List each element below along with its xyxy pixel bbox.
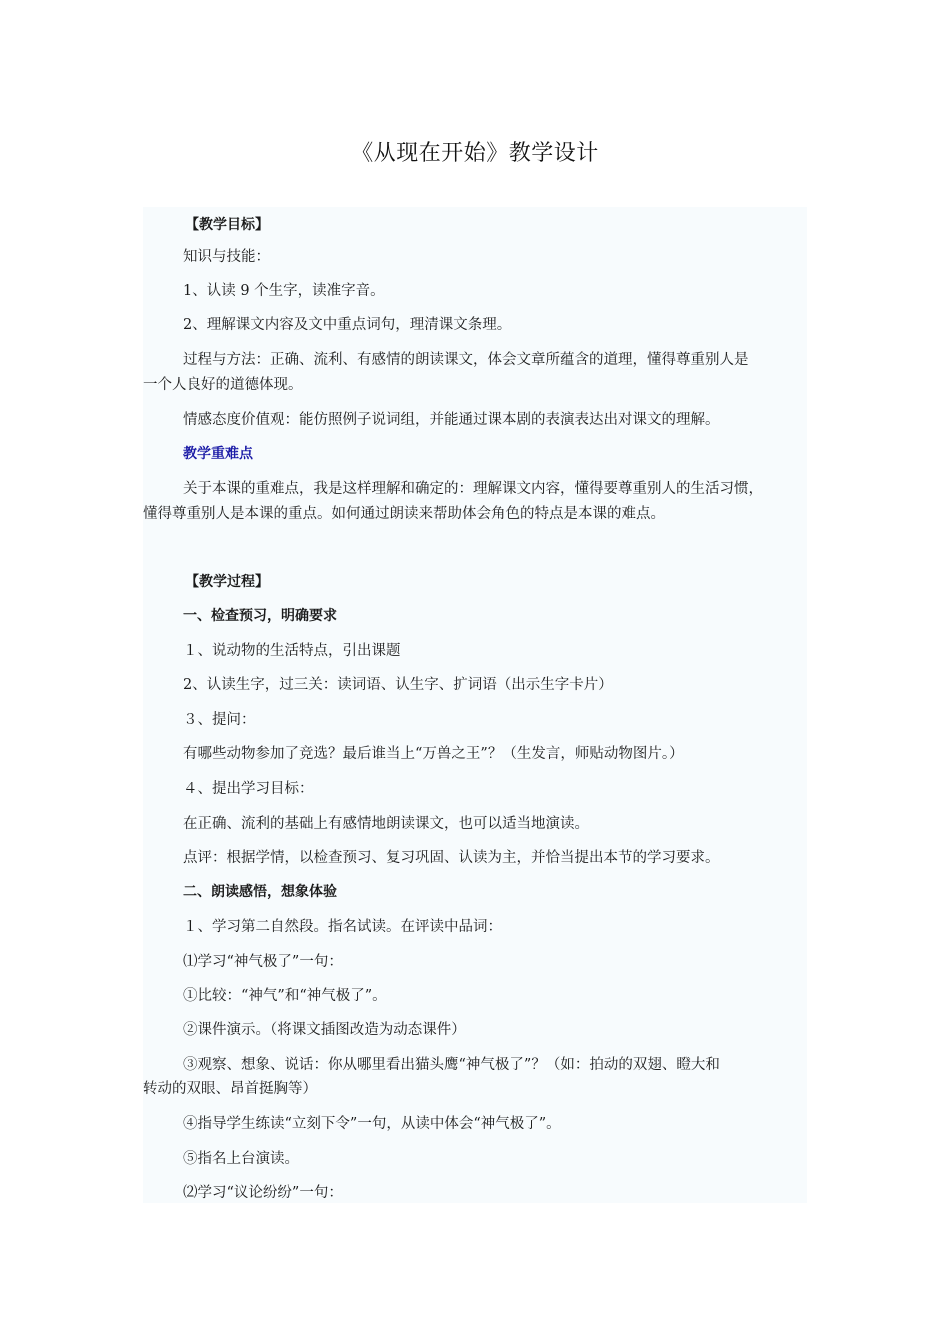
section-heading-objectives: 【教学目标】 [185,217,269,233]
paragraph: 2、理解课文内容及文中重点词句，理清课文条理。 [183,317,512,333]
paragraph: 2、认读生字，过三关：读词语、认生字、扩词语（出示生字卡片） [183,677,613,693]
paragraph: ⑤指名上台演读。 [183,1151,299,1167]
paragraph: ⑵学习“议论纷纷”一句： [183,1185,343,1201]
content-panel [143,207,807,1203]
paragraph: １、说动物的生活特点，引出课题 [183,643,401,659]
paragraph-continuation: 懂得尊重别人是本课的重点。如何通过朗读来帮助体会角色的特点是本课的难点。 [143,506,665,522]
document-title: 《从现在开始》教学设计 [351,141,599,166]
paragraph: ４、提出学习目标： [183,781,314,797]
subsection-heading: 一、检查预习，明确要求 [183,608,337,624]
paragraph-continuation: 一个人良好的道德体现。 [143,377,303,393]
paragraph: 知识与技能： [183,249,270,265]
paragraph: 有哪些动物参加了竞选？最后谁当上“万兽之王”？（生发言，师贴动物图片。） [183,746,684,762]
subsection-heading: 二、朗读感悟，想象体验 [183,884,337,900]
paragraph: ②课件演示。（将课文插图改造为动态课件） [183,1022,466,1038]
paragraph: ③观察、想象、说话：你从哪里看出猫头鹰“神气极了”？（如：拍动的双翅、瞪大和 [183,1057,720,1073]
paragraph: 1、认读 9 个生字，读准字音。 [183,283,385,299]
paragraph: ①比较：“神气”和“神气极了”。 [183,988,387,1004]
paragraph: 关于本课的重难点，我是这样理解和确定的：理解课文内容，懂得要尊重别人的生活习惯， [183,481,763,497]
paragraph: 点评：根据学情，以检查预习、复习巩固、认读为主，并恰当提出本节的学习要求。 [183,850,720,866]
paragraph: １、学习第二自然段。指名试读。在评读中品词： [183,919,502,935]
section-heading-process: 【教学过程】 [185,574,269,590]
paragraph-continuation: 转动的双眼、昂首挺胸等） [143,1081,317,1097]
paragraph: ⑴学习“神气极了”一句： [183,954,343,970]
section-heading-key-points: 教学重难点 [183,446,253,462]
paragraph: 在正确、流利的基础上有感情地朗读课文，也可以适当地演读。 [183,816,589,832]
paragraph: ３、提问： [183,712,256,728]
paragraph: ④指导学生练读“立刻下令”一句，从读中体会“神气极了”。 [183,1116,561,1132]
paragraph: 情感态度价值观：能仿照例子说词组，并能通过课本剧的表演表达出对课文的理解。 [183,412,720,428]
paragraph: 过程与方法：正确、流利、有感情的朗读课文，体会文章所蕴含的道理，懂得尊重别人是 [183,352,749,368]
